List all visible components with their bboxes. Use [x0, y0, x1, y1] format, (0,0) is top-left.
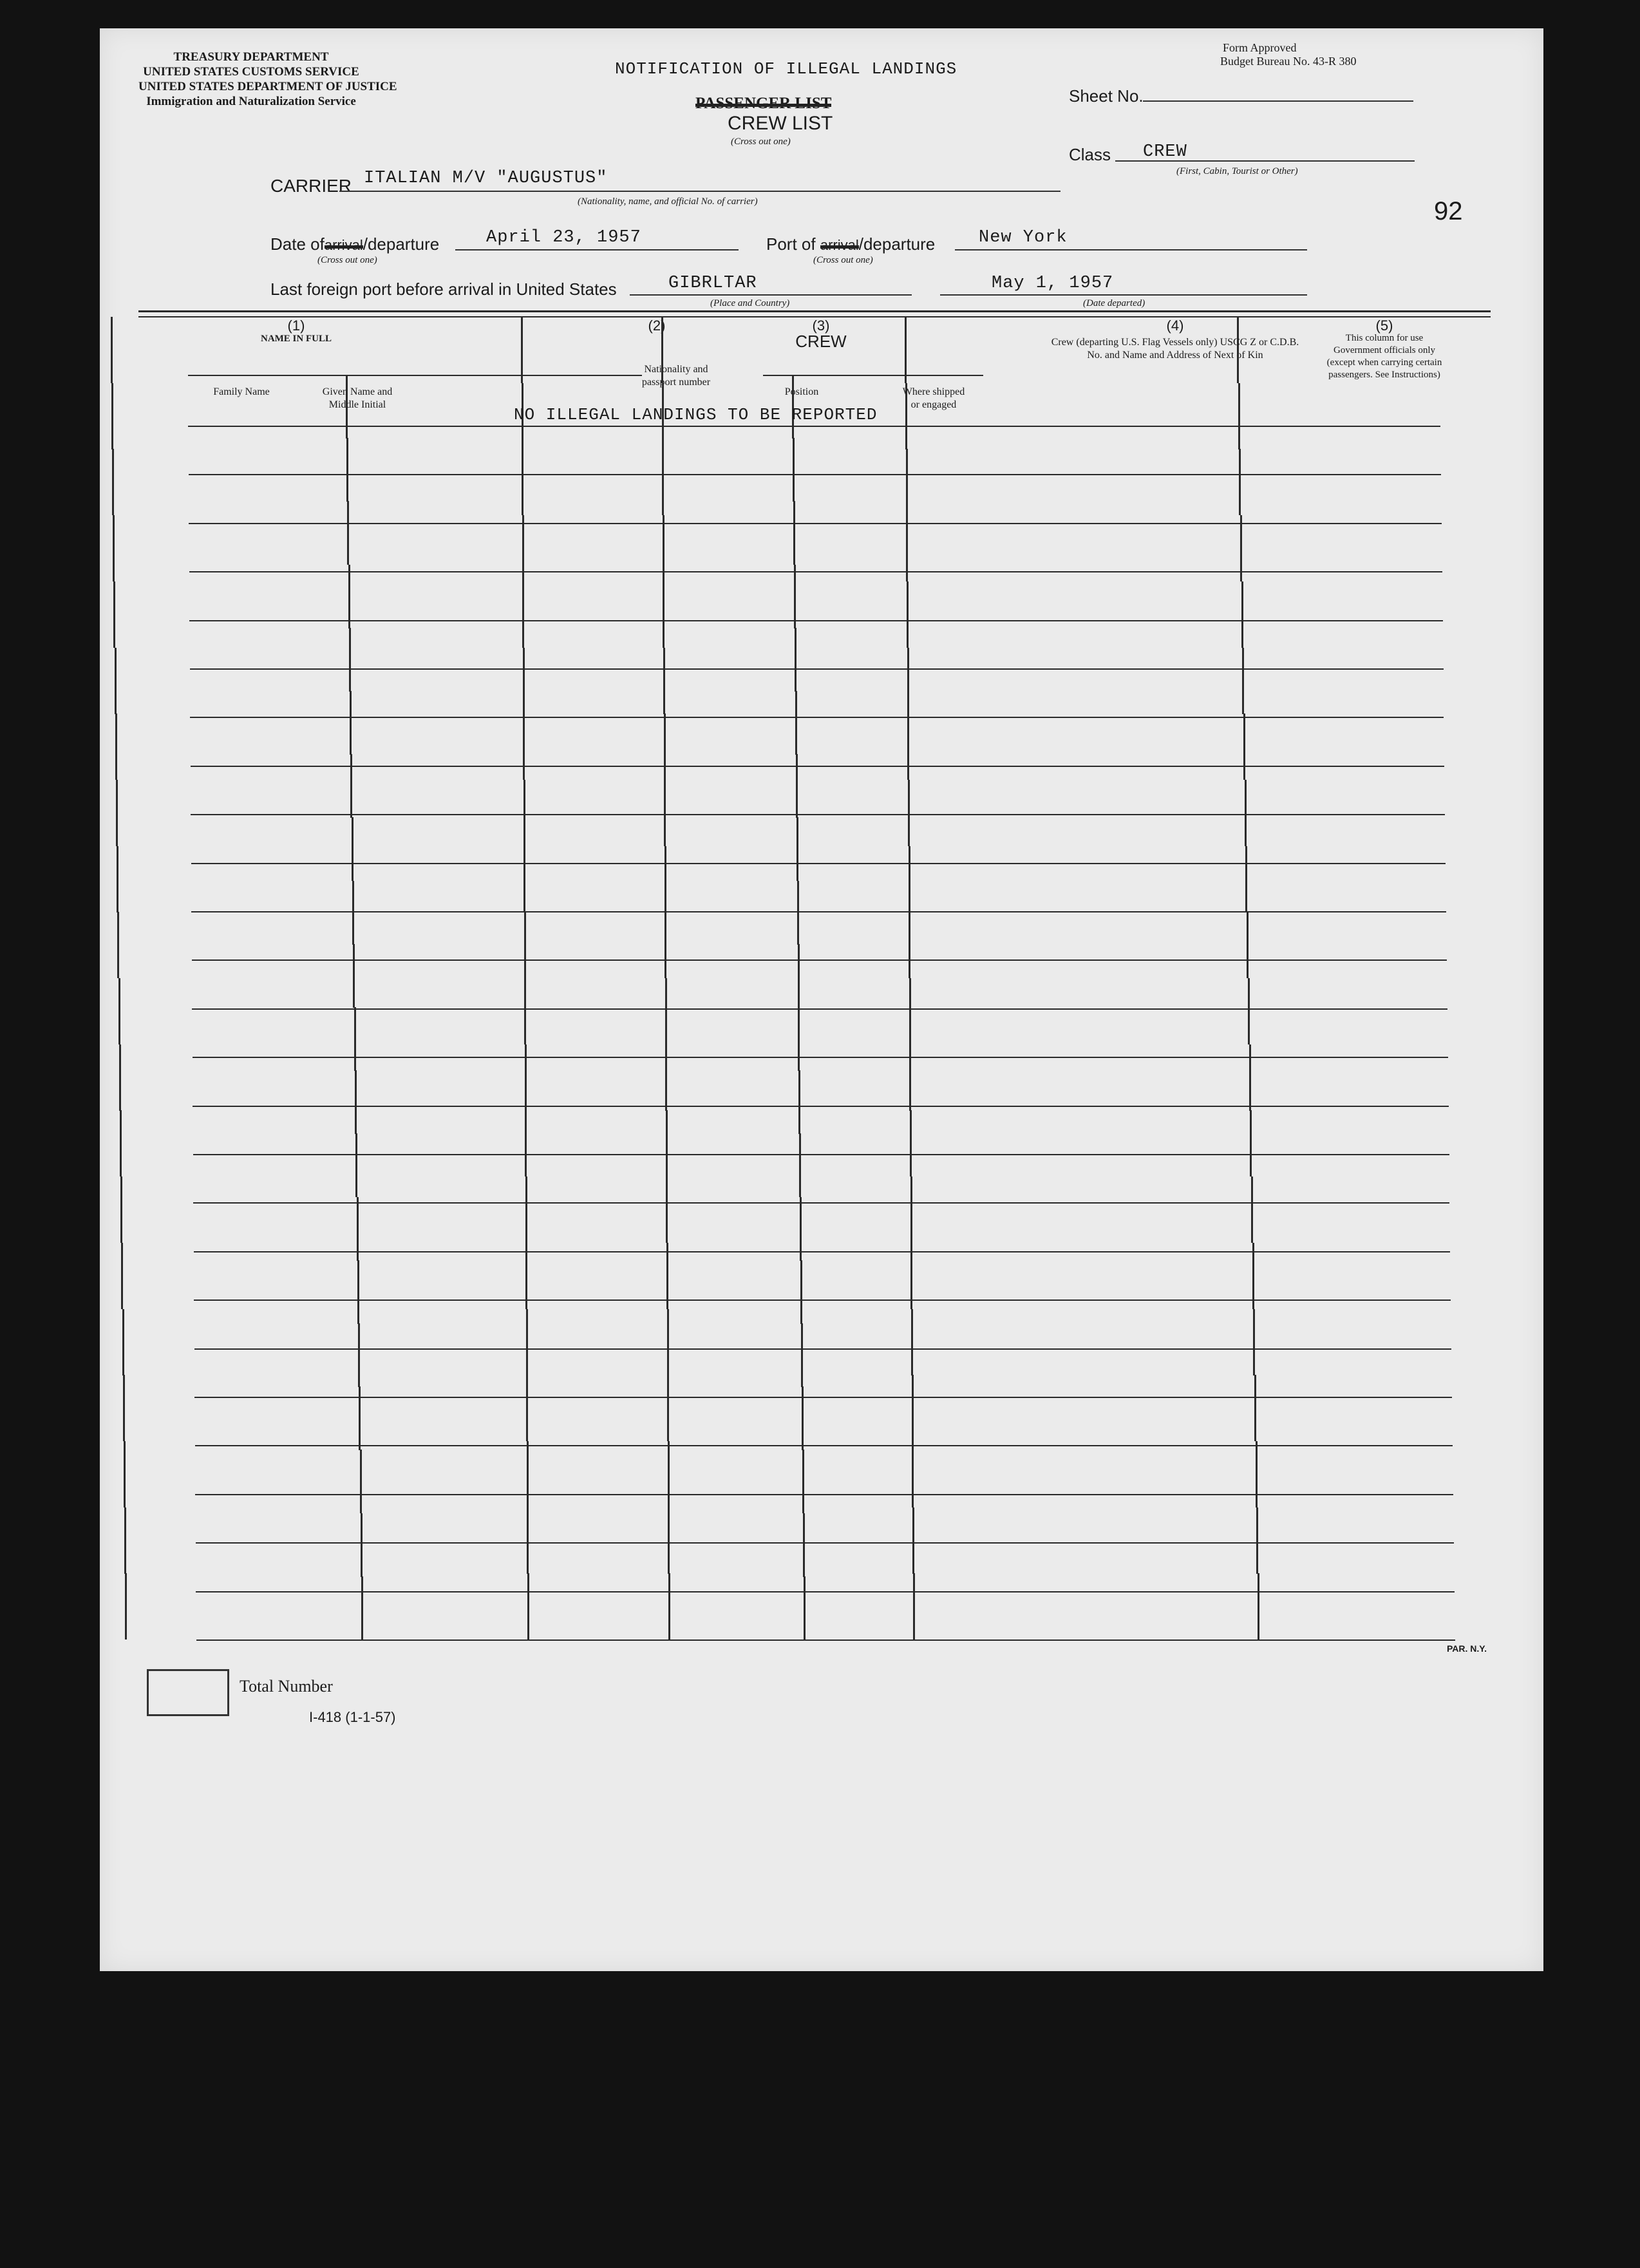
class-value: CREW [1143, 142, 1187, 162]
last-port-value: GIBRLTAR [668, 274, 757, 293]
col4-number: (4) [1166, 317, 1184, 334]
table-column-rule [664, 912, 666, 978]
table-column-rule [906, 515, 908, 581]
table-column-rule [910, 1110, 912, 1177]
table-column-rule [115, 648, 117, 714]
table-column-rule [526, 1309, 528, 1375]
table-column-rule [668, 1507, 670, 1574]
table-column-rule [527, 1507, 529, 1574]
table-column-rule [1240, 515, 1242, 581]
table-column-rule [793, 501, 795, 565]
table-column-rule [119, 1044, 121, 1111]
table-column-rule [1237, 317, 1239, 383]
table-row[interactable] [190, 1058, 1439, 1104]
table-column-rule [123, 1375, 125, 1441]
sheet-no-label: Sheet No. [1069, 86, 1144, 106]
table-column-rule [661, 317, 663, 383]
table-column-rule [122, 1309, 124, 1375]
carrier-hint: (Nationality, name, and official No. of carrier) [578, 196, 758, 207]
table-row[interactable] [190, 718, 1439, 764]
table-column-rule [1245, 846, 1247, 912]
table-column-rule [348, 565, 350, 628]
table-column-rule [905, 383, 907, 449]
table-column-rule [668, 1573, 670, 1640]
table-row[interactable] [190, 1107, 1439, 1153]
agency-treasury: TREASURY DEPARTMENT [173, 50, 329, 64]
table-column-rule [1239, 449, 1241, 515]
table-row[interactable] [190, 767, 1439, 813]
table-column-rule [115, 713, 117, 780]
table-row[interactable] [190, 1398, 1439, 1444]
form-number: I-418 (1-1-57) [309, 1709, 396, 1725]
col5-header [1323, 319, 1446, 381]
table-column-rule [124, 1441, 126, 1507]
no-landings-note: NO ILLEGAL LANDINGS TO BE REPORTED [514, 405, 878, 424]
table-column-rule [354, 1007, 356, 1071]
col5-number: (5) [1375, 317, 1393, 334]
table-column-rule [521, 317, 523, 383]
table-column-rule [1252, 1243, 1254, 1309]
table-column-rule [522, 581, 524, 648]
table-column-rule [1251, 1177, 1253, 1243]
total-number-box[interactable] [147, 1669, 229, 1716]
table-column-rule [907, 648, 909, 714]
col1-header [188, 319, 404, 345]
table-row[interactable] [190, 912, 1439, 958]
agency-justice: UNITED STATES DEPARTMENT OF JUSTICE [138, 80, 397, 93]
form-approved [1220, 41, 1356, 68]
table-row[interactable] [190, 524, 1439, 570]
table-column-rule [795, 691, 797, 755]
table-column-rule [527, 1441, 529, 1507]
last-port-field[interactable] [630, 294, 912, 296]
table-column-rule [664, 780, 666, 846]
table-column-rule [353, 944, 355, 1008]
table-column-rule [795, 628, 796, 692]
class-label: Class [1069, 145, 1111, 164]
table-column-rule [910, 1177, 912, 1243]
table-row[interactable] [190, 961, 1439, 1006]
table-column-rule [352, 817, 353, 881]
col3-title: CREW [795, 332, 847, 351]
table-column-rule [905, 317, 907, 383]
col2-title: Nationality and passport number [641, 364, 711, 388]
table-column-rule [802, 1450, 804, 1513]
table-column-rule [1248, 978, 1250, 1044]
struck-passenger-list: PASSENGER LIST [695, 95, 832, 112]
table-column-rule [907, 713, 909, 780]
form-page [100, 28, 1543, 1971]
table-column-rule [908, 780, 910, 846]
col1-title: NAME IN FULL [260, 334, 332, 344]
table-column-rule [911, 1309, 913, 1375]
printer-mark: PAR. N.Y. [1447, 1643, 1487, 1654]
table-column-rule [347, 501, 349, 565]
table-column-rule [798, 1007, 800, 1071]
col1-sub2: Given Name and Middle Initial [322, 386, 393, 410]
table-column-rule [1256, 1441, 1258, 1507]
table-column-rule [796, 754, 798, 818]
table-column-rule [358, 1323, 360, 1387]
col3-header [769, 317, 872, 351]
table-row[interactable] [190, 1301, 1439, 1347]
form-approved-line2: Budget Bureau No. 43-R 380 [1220, 55, 1357, 68]
table-column-rule [350, 754, 352, 818]
table-column-rule [1258, 1573, 1259, 1640]
table-column-rule [663, 581, 664, 648]
col5-title: This column for use Government officials only (except when carrying certain passengers. See Instructions) [1326, 333, 1442, 380]
table-column-rule [1254, 1375, 1256, 1441]
table-column-rule [909, 846, 910, 912]
table-column-rule [663, 515, 664, 581]
table-column-rule [800, 1197, 802, 1261]
table-row[interactable] [190, 1544, 1439, 1589]
table-column-rule [116, 780, 118, 846]
table-column-rule [125, 1573, 127, 1640]
carrier-field[interactable] [339, 191, 1060, 192]
col1-sub1: Family Name [213, 386, 270, 397]
col1-subheader-rule [188, 375, 642, 376]
table-column-rule [799, 1133, 801, 1197]
table-column-rule [1241, 581, 1243, 648]
table-column-rule [111, 383, 113, 449]
header-rule-top [138, 310, 1491, 312]
table-column-rule [355, 1133, 357, 1197]
table-column-rule [357, 1197, 359, 1261]
col3-subheader-rule [763, 375, 983, 376]
table-column-rule [527, 1573, 529, 1640]
port-field[interactable] [955, 249, 1307, 250]
table-column-rule [668, 1441, 670, 1507]
table-row[interactable] [190, 427, 1439, 473]
table-column-rule [525, 1243, 527, 1309]
table-column-rule [912, 1441, 914, 1507]
table-column-rule [796, 817, 798, 881]
table-column-rule [525, 1110, 527, 1177]
table-column-rule [802, 1386, 804, 1450]
last-port-label: Last foreign port before arrival in United States [270, 279, 617, 299]
table-column-rule [359, 1386, 361, 1450]
table-column-rule [1256, 1507, 1258, 1574]
table-column-rule [346, 438, 348, 502]
table-column-rule [912, 1507, 914, 1574]
date-departed-field[interactable] [940, 294, 1307, 296]
date-value: April 23, 1957 [486, 228, 641, 247]
table-column-rule [906, 449, 908, 515]
table-row[interactable] [190, 864, 1439, 910]
table-column-rule [117, 846, 118, 912]
col4-header [1046, 319, 1304, 362]
table-column-rule [361, 1576, 363, 1640]
agency-block [138, 50, 397, 109]
page-number: 92 [1434, 197, 1463, 225]
table-column-rule [352, 881, 354, 945]
table-column-rule [522, 449, 523, 515]
table-column-rule [360, 1450, 362, 1513]
table-row[interactable] [190, 621, 1439, 667]
col3-sub1: Position [784, 386, 819, 397]
carrier-label: CARRIER [270, 176, 352, 196]
table-column-rule [798, 1070, 800, 1134]
table-column-rule [1249, 1044, 1251, 1111]
table-column-rule [112, 449, 114, 515]
table-column-rule [662, 449, 664, 515]
date-field[interactable] [455, 249, 739, 250]
title-cross-out-hint: (Cross out one) [731, 137, 791, 147]
form-approved-line1: Form Approved [1223, 41, 1297, 54]
table-column-rule [801, 1323, 803, 1387]
date-hint: (Cross out one) [317, 255, 377, 265]
table-column-rule [121, 1243, 123, 1309]
table-column-rule [111, 317, 113, 383]
table-column-rule [913, 1573, 915, 1640]
table-column-rule [800, 1260, 802, 1324]
table-row[interactable] [190, 1350, 1439, 1395]
table-column-rule [346, 375, 348, 439]
table-column-rule [910, 1243, 912, 1309]
col4-title: Crew (departing U.S. Flag Vessels only) USCG Z or C.D.B. No. and Name and Address of Next of Kin [1051, 337, 1299, 361]
date-label: Date ofarrival/departure [270, 234, 440, 254]
table-column-rule [523, 780, 525, 846]
table-column-rule [909, 1044, 911, 1111]
table-row[interactable] [190, 572, 1439, 618]
table-column-rule [120, 1177, 122, 1243]
table-column-rule [1242, 648, 1244, 714]
table-column-rule [350, 691, 352, 755]
table-column-rule [523, 648, 525, 714]
table-column-rule [667, 1375, 669, 1441]
table-column-rule [664, 846, 666, 912]
class-hint: (First, Cabin, Tourist or Other) [1176, 166, 1298, 176]
table-column-rule [1253, 1309, 1255, 1375]
table-column-rule [113, 581, 115, 648]
table-column-rule [1243, 713, 1245, 780]
col3-number: (3) [812, 317, 830, 334]
table-column-rule [113, 515, 115, 581]
table-column-rule [526, 1375, 528, 1441]
date-departed-value: May 1, 1957 [992, 274, 1114, 293]
table-row[interactable] [190, 670, 1439, 715]
table-column-rule [804, 1576, 806, 1640]
table-column-rule [793, 438, 795, 502]
table-column-rule [803, 1513, 805, 1577]
table-column-rule [666, 1110, 668, 1177]
table-column-rule [665, 1044, 667, 1111]
table-column-rule [912, 1375, 914, 1441]
table-column-rule [525, 1044, 527, 1111]
table-column-rule [666, 1243, 668, 1309]
table-column-rule [525, 1177, 527, 1243]
table-column-rule [798, 944, 800, 1008]
table-column-rule [523, 713, 525, 780]
port-value: New York [979, 228, 1068, 247]
table-column-rule [524, 912, 526, 978]
table-row-rule [196, 1640, 1455, 1641]
table-column-rule [667, 1309, 669, 1375]
col3-sub2: Where shipped or engaged [902, 386, 965, 410]
table-column-rule [117, 912, 119, 978]
table-column-rule [357, 1260, 359, 1324]
date-departed-hint: (Date departed) [1083, 298, 1145, 308]
table-column-rule [120, 1110, 122, 1177]
table-column-rule [665, 978, 667, 1044]
port-label: Port of arrival/departure [766, 234, 936, 254]
table-column-rule [355, 1070, 357, 1134]
col2-number: (2) [648, 317, 666, 334]
table-column-rule [663, 648, 665, 714]
table-row[interactable] [190, 1446, 1439, 1492]
table-column-rule [349, 628, 351, 692]
table-column-rule [522, 515, 524, 581]
table-row[interactable] [190, 475, 1439, 521]
table-column-rule [794, 565, 796, 628]
table-column-rule [1250, 1110, 1252, 1177]
subtitle-crew-list: CREW LIST [728, 113, 833, 134]
table-column-rule [524, 978, 526, 1044]
table-row[interactable] [190, 815, 1439, 861]
table-column-rule [523, 846, 525, 912]
table-column-rule [907, 581, 909, 648]
col1-number: (1) [287, 317, 305, 334]
table-row[interactable] [190, 1010, 1439, 1055]
carrier-value: ITALIAN M/V "AUGUSTUS" [364, 169, 608, 188]
last-port-hint: (Place and Country) [710, 298, 790, 308]
agency-customs: UNITED STATES CUSTOMS SERVICE [143, 65, 359, 79]
table-column-rule [664, 713, 666, 780]
port-hint: (Cross out one) [813, 255, 873, 265]
sheet-no-field[interactable] [1143, 100, 1413, 102]
table-column-rule [1238, 383, 1240, 449]
agency-ins: Immigration and Naturalization Service [146, 95, 356, 108]
table-column-rule [666, 1177, 668, 1243]
form-title: NOTIFICATION OF ILLEGAL LANDINGS [615, 59, 957, 79]
date-struck: arrival [324, 237, 363, 253]
table-row[interactable] [190, 1252, 1439, 1298]
table-column-rule [1245, 780, 1247, 846]
total-number-label: Total Number [240, 1677, 333, 1696]
table-row[interactable] [190, 1592, 1439, 1638]
table-row[interactable] [190, 1495, 1439, 1541]
table-column-rule [124, 1507, 126, 1574]
table-column-rule [361, 1513, 363, 1577]
table-column-rule [1247, 912, 1249, 978]
table-column-rule [909, 978, 911, 1044]
port-struck: arrival [820, 237, 859, 253]
table-column-rule [797, 881, 799, 945]
table-column-rule [909, 912, 910, 978]
table-column-rule [118, 978, 120, 1044]
